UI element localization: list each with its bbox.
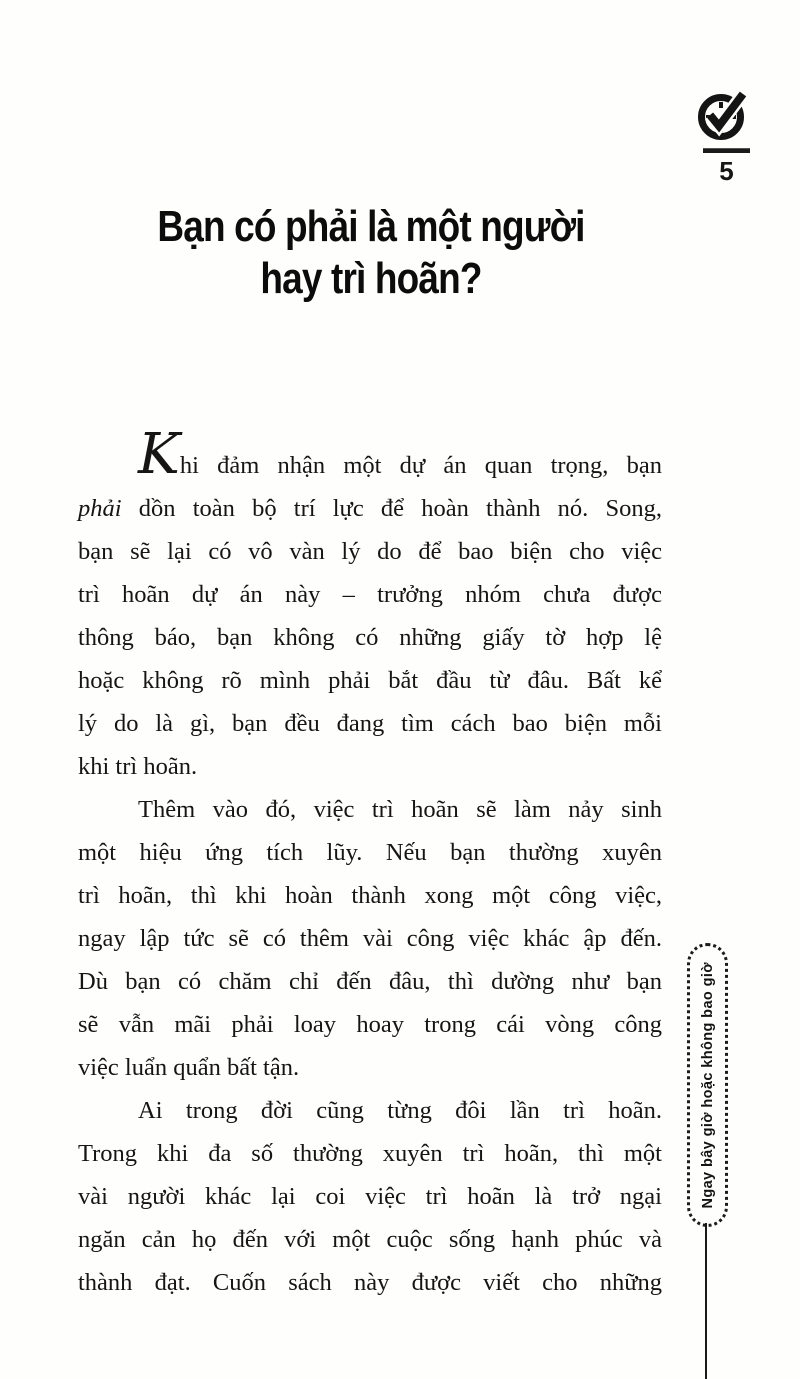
text-line: bạn sẽ lại có vô vàn lý do để bao biện cho việc [78,538,662,565]
text-line: ngay lập tức sẽ có thêm vài công việc khác ập đến. [78,925,662,952]
clock-check-icon [696,86,750,144]
chapter-title-line: Bạn có phải là một người [157,202,585,251]
page-number-rule [703,148,750,153]
paragraph [78,788,662,1089]
text-line: việc luẩn quẩn bất tận. [78,1054,300,1081]
text-line: hoặc không rõ mình phải bắt đầu từ đâu. Bất kể [78,667,662,694]
text-line: Trong khi đa số thường xuyên trì hoãn, thì một [78,1140,662,1167]
body-text [78,422,662,1304]
margin-rule [705,1223,707,1379]
book-title-tab [687,943,728,1227]
text-line: vài người khác lại coi việc trì hoãn là trở ngại [78,1183,662,1210]
book-title-vertical: Ngay bây giờ hoặc không bao giờ [699,961,716,1209]
text-line: ngăn cản họ đến với một cuộc sống hạnh phúc và [78,1226,662,1253]
text-line: thành đạt. Cuốn sách này được viết cho những [78,1269,662,1296]
text-line: trì hoãn dự án này – trưởng nhóm chưa được [78,581,662,608]
text-line: trì hoãn, thì khi hoàn thành xong một công việc, [78,882,662,909]
drop-cap: K [138,422,178,487]
text-line: sẽ vẫn mãi phải loay hoay trong cái vòng công [78,1011,662,1038]
text-line: Dù bạn có chăm chỉ đến đâu, thì dường như bạn [78,968,662,995]
text-line: khi trì hoãn. [78,753,198,780]
paragraph [78,1089,662,1304]
text-line: Thêm vào đó, việc trì hoãn sẽ làm nảy sinh [138,796,662,823]
chapter-title [118,201,624,305]
text-line: thông báo, bạn không có những giấy tờ hợp lệ [78,624,662,651]
text-line: phải dồn toàn bộ trí lực để hoàn thành nó. Song, [78,495,662,522]
page-number: 5 [719,156,734,186]
text-line: Khi đảm nhận một dự án quan trọng, bạn [138,422,662,487]
text-line: lý do là gì, bạn đều đang tìm cách bao biện mỗi [78,710,662,737]
text-line: một hiệu ứng tích lũy. Nếu bạn thường xuyên [78,839,662,866]
paragraph [78,422,662,788]
chapter-title-line: hay trì hoãn? [260,254,482,303]
text-line: Ai trong đời cũng từng đôi lần trì hoãn. [138,1097,662,1124]
